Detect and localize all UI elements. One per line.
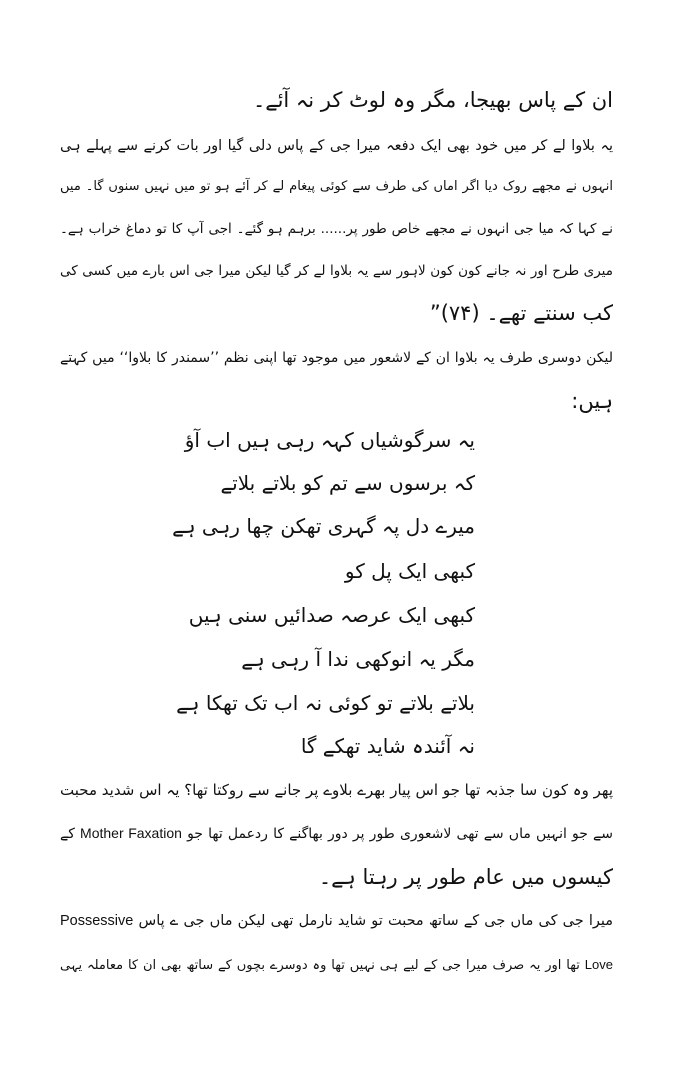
english-term: Love (584, 957, 613, 972)
text-line (60, 950, 613, 981)
text-line: میری طرح اور نہ جانے کون کون لاہور سے یہ بلاوا لے کر گیا لیکن میرا جی اس بارے میں کسی کی (60, 263, 613, 279)
text-line: پھر وہ کون سا جذبہ تھا جو اس پیار بھرے بلاوے پر جانے سے روکتا تھا؟ یہ اس شدید محبت (60, 781, 613, 799)
text-line: ان کے پاس بھیجا، مگر وہ لوٹ کر نہ آئے۔ (252, 88, 613, 112)
urdu-text: سے جو انہیں ماں سے تھی لاشعوری طور پر دور بھاگنے کا ردعمل تھا جو (187, 826, 613, 842)
text-line: کیسوں میں عام طور پر رہتا ہے۔ (318, 865, 613, 889)
poem-line: بلاتے بلاتے تو کوئی نہ اب تک تھکا ہے (176, 691, 475, 715)
poem-line: یہ سرگوشیاں کہہ رہی ہیں اب آؤ (184, 428, 475, 452)
text-line: انہوں نے مجھے روک دیا اگر اماں کی طرف سے کوئی پیغام لے کر آئے ہو تو میں نہیں سنوں گا۔ میں (60, 179, 613, 194)
urdu-text: تھا اور یہ صرف میرا جی کے لیے ہی نہیں تھا وہ دوسرے بچوں کے ساتھ بھی ان کا معاملہ یہی (60, 958, 580, 973)
text-line (60, 906, 613, 936)
poem-line: کہ برسوں سے تم کو بلاتے بلاتے (220, 471, 475, 495)
poem-line: مگر یہ انوکھی ندا آ رہی ہے (241, 647, 475, 671)
text-line (60, 818, 613, 849)
urdu-text: میرا جی کی ماں جی کے ساتھ محبت تو شاید نارمل تھی لیکن ماں جی ے پاس (138, 913, 613, 929)
english-term: Mother Faxation (80, 825, 182, 841)
text-line: ہیں: (571, 389, 613, 413)
poem-line: نہ آئندہ شاید تھکے گا (300, 734, 475, 758)
english-term: Possessive (60, 913, 134, 929)
poem-line: کبھی ایک عرصہ صدائیں سنی ہیں (188, 603, 475, 627)
text-line: کب سنتے تھے۔ (۷۴)” (429, 301, 613, 325)
poem-line: کبھی ایک پل کو (344, 559, 475, 583)
text-line: لیکن دوسری طرف یہ بلاوا ان کے لاشعور میں موجود تھا اپنی نظم ’’سمندر کا بلاوا‘‘ میں کہتے (60, 350, 613, 366)
urdu-text: کے (60, 826, 75, 842)
poem-line: میرے دل پہ گہری تھکن چھا رہی ہے (172, 514, 475, 538)
text-line: یہ بلاوا لے کر میں خود بھی ایک دفعہ میرا جی کے پاس دلی گیا اور بات کرنے سے پہلے ہی (60, 138, 613, 154)
text-line: نے کہا کہ میا جی انہوں نے مجھے خاص طور پر...... برہم ہو گئے۔ اجی آپ کا تو دماغ خراب ہے۔ (60, 221, 613, 237)
